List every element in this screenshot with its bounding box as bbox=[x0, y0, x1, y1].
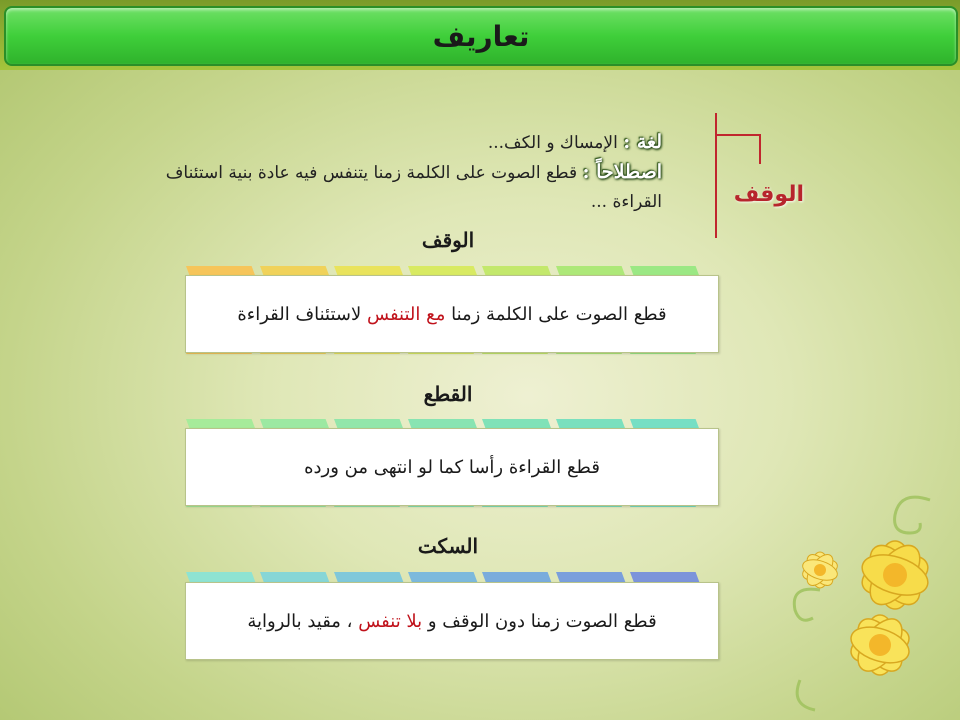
flower-decoration bbox=[780, 480, 960, 720]
istilah-key: اصطلاحاً : bbox=[582, 161, 662, 183]
box-highlight: بلا تنفس bbox=[358, 610, 423, 632]
definition-box-qat bbox=[185, 428, 719, 506]
section-title-waqf: الوقف bbox=[421, 228, 475, 252]
lugha-key: لغة : bbox=[623, 131, 662, 153]
section-title-qat: القطع bbox=[423, 382, 473, 406]
box-text-a: قطع الصوت على الكلمة زمنا bbox=[445, 303, 667, 325]
box-text-a: قطع القراءة رأسا كما لو انتهى من ورده bbox=[304, 456, 600, 478]
box-text-a: قطع الصوت زمنا دون الوقف و bbox=[422, 610, 657, 632]
box-text-b: لاستئناف القراءة bbox=[237, 303, 367, 325]
title-banner bbox=[4, 6, 958, 66]
bracket-line-horizontal bbox=[717, 134, 761, 136]
definition-box-sakt bbox=[185, 582, 719, 660]
lugha-text: الإمساك و الكف... bbox=[487, 133, 624, 153]
flower-icon bbox=[800, 537, 933, 679]
side-label: الوقف bbox=[733, 182, 804, 207]
definition-box-waqf bbox=[185, 275, 719, 353]
bracket-line-vertical bbox=[715, 113, 717, 238]
definition-block bbox=[150, 128, 662, 217]
box-text-b: ، مقيد بالرواية bbox=[247, 610, 359, 632]
title-band bbox=[0, 0, 960, 70]
slide-title: تعاريف bbox=[432, 19, 530, 53]
section-title-sakt: السكت bbox=[417, 534, 479, 558]
bracket-line-tick bbox=[759, 134, 761, 164]
istilah-text: قطع الصوت على الكلمة زمنا يتنفس فيه عادة بنية استئناف القراءة ... bbox=[165, 163, 662, 212]
box-highlight: مع التنفس bbox=[367, 303, 446, 325]
